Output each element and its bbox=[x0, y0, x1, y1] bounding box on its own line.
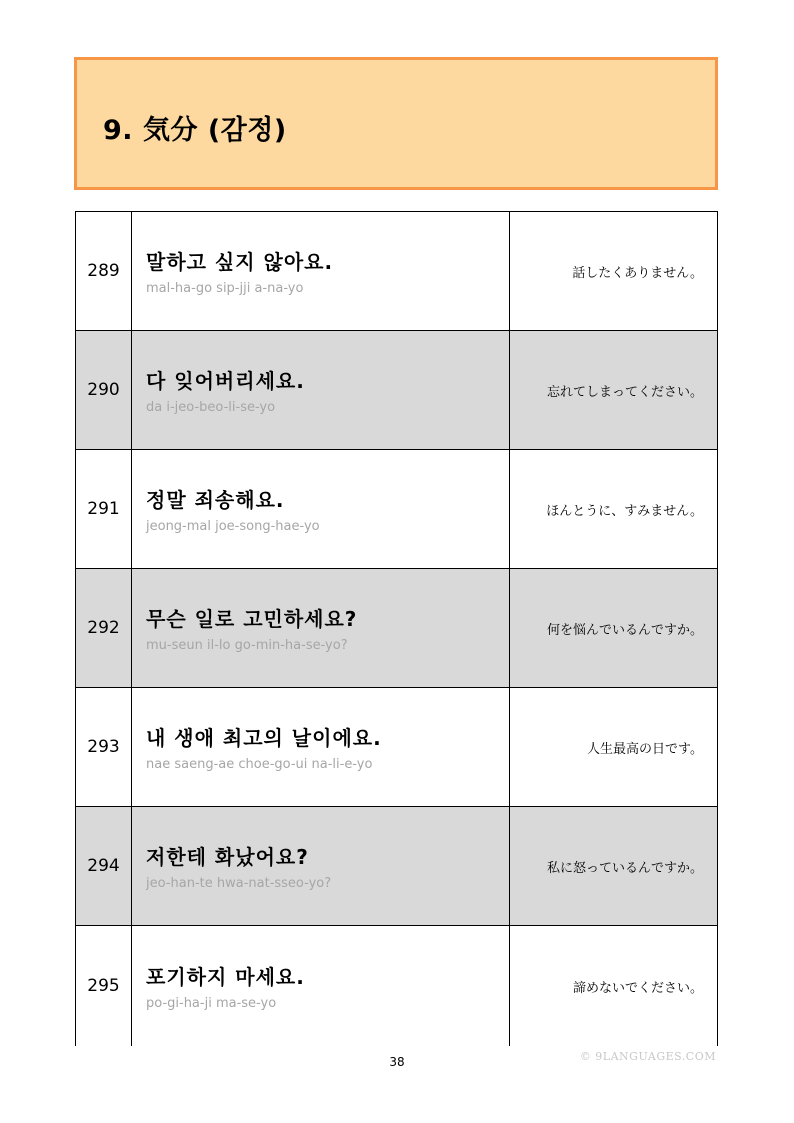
korean-phrase: 무슨 일로 고민하세요? bbox=[146, 607, 358, 631]
korean-cell bbox=[132, 926, 510, 1046]
phrase-number: 295 bbox=[76, 926, 132, 1046]
korean-phrase: 정말 죄송해요. bbox=[146, 488, 285, 512]
romanization: po-gi-ha-ji ma-se-yo bbox=[146, 996, 277, 1011]
table-row bbox=[76, 331, 717, 450]
table-row bbox=[76, 569, 717, 688]
phrase-number: 289 bbox=[76, 212, 132, 330]
table-row bbox=[76, 212, 717, 331]
japanese-translation: ほんとうに、すみません。 bbox=[546, 503, 703, 519]
japanese-translation: 何を悩んでいるんですか。 bbox=[546, 622, 703, 638]
phrase-number: 292 bbox=[76, 569, 132, 687]
phrase-number: 294 bbox=[76, 807, 132, 925]
korean-cell bbox=[132, 569, 510, 687]
japanese-translation: 諦めないでください。 bbox=[572, 980, 703, 996]
section-title-box bbox=[74, 57, 718, 190]
korean-cell bbox=[132, 212, 510, 330]
korean-phrase: 다 잊어버리세요. bbox=[146, 369, 305, 393]
romanization: nae saeng-ae choe-go-ui na-li-e-yo bbox=[146, 757, 373, 772]
korean-cell bbox=[132, 688, 510, 806]
romanization: jeong-mal joe-song-hae-yo bbox=[146, 519, 320, 534]
japanese-translation: 忘れてしまってください。 bbox=[546, 384, 703, 400]
korean-phrase: 내 생애 최고의 날이에요. bbox=[146, 726, 382, 750]
romanization: mu-seun il-lo go-min-ha-se-yo? bbox=[146, 638, 348, 653]
page-number: 38 bbox=[389, 1055, 405, 1069]
korean-cell bbox=[132, 807, 510, 925]
footer-brand: © 9LANGUAGES.COM bbox=[579, 1050, 716, 1063]
japanese-translation: 話したくありません。 bbox=[572, 265, 703, 281]
korean-phrase: 포기하지 마세요. bbox=[146, 965, 305, 989]
phrase-number: 290 bbox=[76, 331, 132, 449]
korean-cell bbox=[132, 450, 510, 568]
korean-cell bbox=[132, 331, 510, 449]
japanese-translation: 人生最高の日です。 bbox=[587, 741, 703, 757]
phrase-number: 293 bbox=[76, 688, 132, 806]
table-row bbox=[76, 926, 717, 1046]
korean-phrase: 저한테 화났어요? bbox=[146, 845, 309, 869]
table-row bbox=[76, 450, 717, 569]
section-title: 9. 気分 (감정) bbox=[103, 115, 287, 146]
table-row bbox=[76, 807, 717, 926]
japanese-translation: 私に怒っているんですか。 bbox=[546, 860, 703, 876]
romanization: da i-jeo-beo-li-se-yo bbox=[146, 400, 276, 415]
romanization: mal-ha-go sip-jji a-na-yo bbox=[146, 281, 304, 296]
romanization: jeo-han-te hwa-nat-sseo-yo? bbox=[146, 876, 332, 891]
phrase-table bbox=[75, 211, 718, 1046]
korean-phrase: 말하고 싶지 않아요. bbox=[146, 250, 334, 274]
phrase-number: 291 bbox=[76, 450, 132, 568]
table-row bbox=[76, 688, 717, 807]
